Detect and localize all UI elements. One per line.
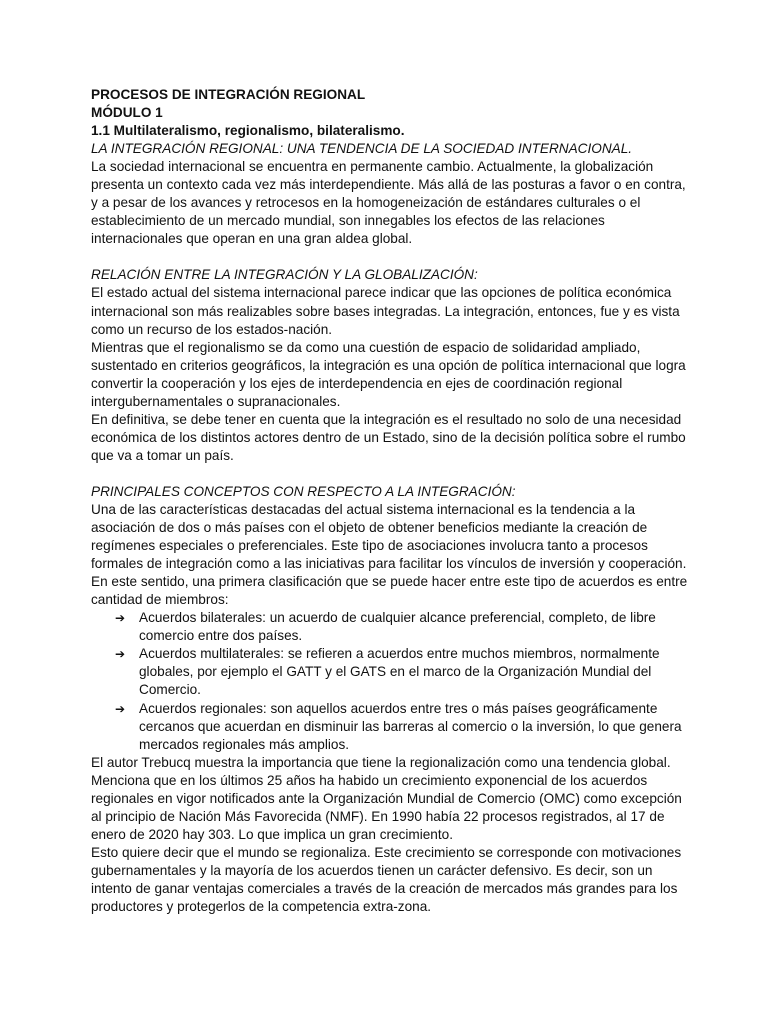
spacer [91, 465, 691, 483]
paragraph: Esto quiere decir que el mundo se regionaliza. Este crecimiento se corresponde con motivaciones gubernamentales y la mayoría de los acuerdos tienen un carácter defensivo. Es decir, son un intento de ganar ventajas comerciales a través de la creación de mercados más grandes para los productores y protegerlos de la competencia extra-zona. [91, 844, 682, 915]
paragraph: Una de las características destacadas del actual sistema internacional es la tendencia a la asociación de dos o más países con el objeto de obtener beneficios mediante la creación de regímenes especiales o preferenciales. Este tipo de asociaciones involucra tanto a procesos formales de integración como a las iniciativas para facilitar los vínculos de inversión y cooperación. [91, 501, 687, 572]
agreements-list [91, 609, 691, 753]
section-subtitle: 1.1 Multilateralismo, regionalismo, bilateralismo. [91, 123, 405, 139]
paragraph: El autor Trebucq muestra la importancia que tiene la regionalización como una tendencia global. Menciona que en los últimos 25 años ha habido un crecimiento exponencial de los acuerdos regionales en vigor notificados ante la Organización Mundial de Comercio (OMC) como excepción al principio de Nación Más Favorecida (NMF). En 1990 había 22 procesos registrados, al 17 de enero de 2020 hay 303. Lo que implica un gran crecimiento. [91, 754, 682, 842]
section-heading-conceptos: PRINCIPALES CONCEPTOS CON RESPECTO A LA INTEGRACIÓN: [91, 483, 516, 499]
list-item [115, 645, 691, 699]
list-item [115, 609, 691, 645]
paragraph: En definitiva, se debe tener en cuenta que la integración es el resultado no solo de una necesidad económica de los distintos actores dentro de un Estado, sino de la decisión política sobre el rumbo que va a tomar un país. [91, 411, 686, 463]
list-item-text: Acuerdos regionales: son aquellos acuerdos entre tres o más países geográficamente cercanos que acuerdan en disminuir las barreras al comercio o la inversión, lo que genera mercados regionales más amplios. [139, 700, 682, 752]
section-heading-integracion: LA INTEGRACIÓN REGIONAL: UNA TENDENCIA DE LA SOCIEDAD INTERNACIONAL. [91, 141, 633, 157]
paragraph: En este sentido, una primera clasificación que se puede hacer entre este tipo de acuerdos es entre cantidad de miembros: [91, 574, 688, 608]
list-item [115, 700, 691, 754]
paragraph: La sociedad internacional se encuentra en permanente cambio. Actualmente, la globalización presenta un contexto cada vez más interdependiente. Más allá de las posturas a favor o en contra, y a pesar de los avances y retrocesos en la homogeneización de estándares culturales o el establecimiento de un mercado mundial, son innegables los efectos de las relaciones internacionales que operan en una gran aldea global. [91, 159, 686, 247]
arrow-bullet-icon: ➔ [115, 611, 126, 626]
paragraph: El estado actual del sistema internacional parece indicar que las opciones de política económica internacional son más realizables sobre bases integradas. La integración, entonces, fue y es vista como un recurso de los estados-nación. [91, 285, 680, 337]
module-title: MÓDULO 1 [91, 105, 163, 121]
list-item-text: Acuerdos multilaterales: se refieren a acuerdos entre muchos miembros, normalmente globales, por ejemplo el GATT y el GATS en el marco de la Organización Mundial del Comercio. [139, 646, 660, 698]
spacer [91, 248, 691, 266]
list-item-text: Acuerdos bilaterales: un acuerdo de cualquier alcance preferencial, completo, de libre comercio entre dos países. [139, 610, 656, 644]
paragraph: Mientras que el regionalismo se da como una cuestión de espacio de solidaridad ampliado, sustentado en criterios geográficos, la integración es una opción de política internacional que logra convertir la cooperación y los ejes de interdependencia en ejes de coordinación regional intergubernamentales o supranacionales. [91, 339, 686, 409]
document-page [91, 86, 691, 916]
document-title: PROCESOS DE INTEGRACIÓN REGIONAL [91, 87, 366, 102]
arrow-bullet-icon: ➔ [115, 701, 126, 716]
section-heading-globalizacion: RELACIÓN ENTRE LA INTEGRACIÓN Y LA GLOBALIZACIÓN: [91, 267, 478, 283]
arrow-bullet-icon: ➔ [115, 647, 126, 662]
